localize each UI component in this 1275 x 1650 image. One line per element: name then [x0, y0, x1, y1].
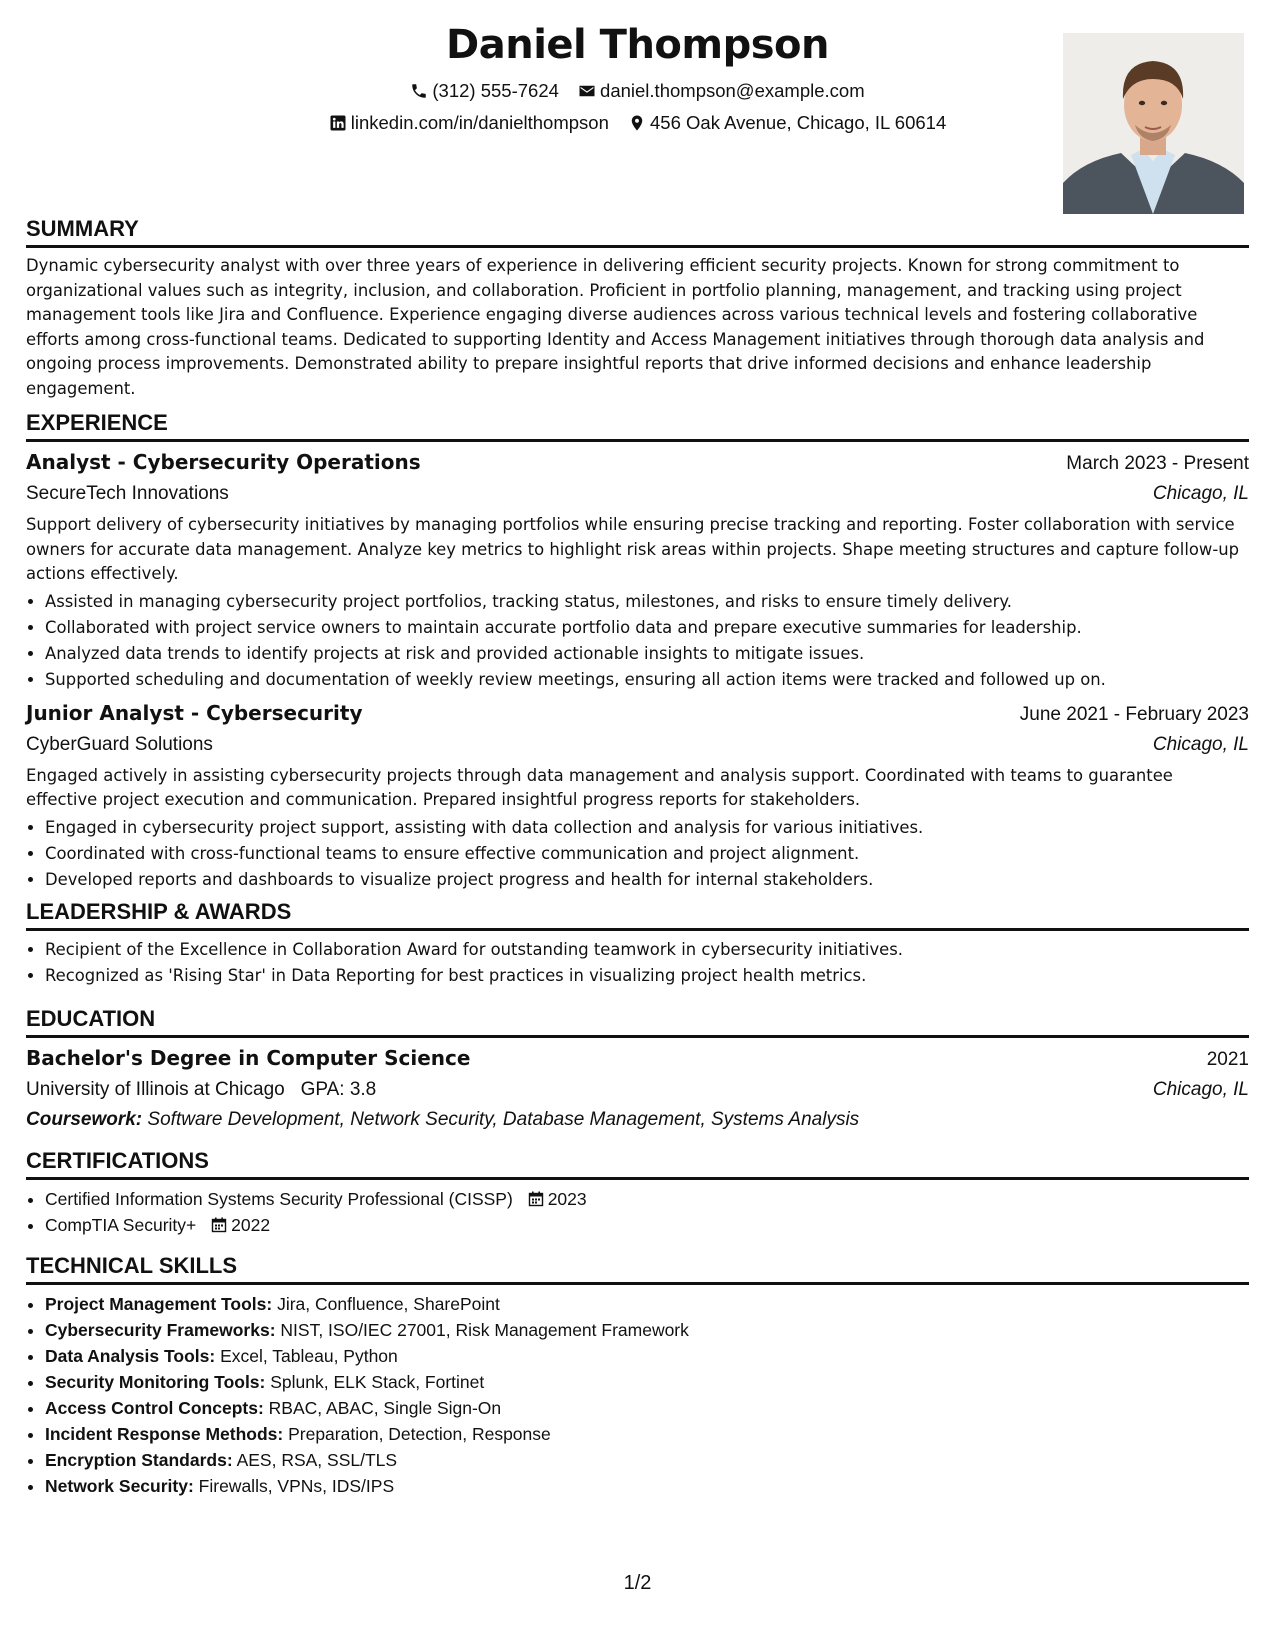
list-item: [45, 1395, 1249, 1421]
leadership-section: [26, 899, 1249, 989]
skill-label: Project Management Tools:: [45, 1294, 273, 1314]
school-info: [26, 1079, 376, 1101]
list-item: [45, 1291, 1249, 1317]
calendar-icon: [528, 1191, 544, 1207]
skill-label: Security Monitoring Tools:: [45, 1372, 266, 1392]
phone-text: (312) 555-7624: [432, 80, 559, 101]
cert-name: CompTIA Security+: [45, 1215, 197, 1235]
list-item: [45, 1421, 1249, 1447]
page-number: 1/2: [623, 1572, 652, 1594]
skill-value: Splunk, ELK Stack, Fortinet: [270, 1372, 485, 1392]
gpa-text: GPA: 3.8: [300, 1079, 377, 1100]
coursework-text: Software Development, Network Security, Database Management, Systems Analysis: [147, 1109, 860, 1130]
job-bullets: [26, 815, 1249, 893]
coursework-line: [26, 1109, 1249, 1131]
education-section: [26, 1006, 1249, 1131]
address-contact: [628, 112, 946, 134]
job-dates: June 2021 - February 2023: [1019, 703, 1249, 725]
resume-page: [26, 0, 1249, 1650]
job-title: Junior Analyst - Cybersecurity: [26, 700, 363, 725]
skills-section: [26, 1253, 1249, 1499]
profile-photo: [1063, 33, 1244, 214]
section-title: SUMMARY: [26, 216, 1249, 248]
job-entry: [26, 450, 1249, 693]
linkedin-icon: [329, 114, 347, 132]
email-text: daniel.thompson@example.com: [600, 80, 865, 101]
experience-section: [26, 410, 1249, 893]
degree-title: Bachelor's Degree in Computer Science: [26, 1046, 471, 1070]
phone-contact[interactable]: [410, 80, 559, 102]
calendar-icon: [211, 1217, 227, 1233]
coursework-label: Coursework:: [26, 1109, 143, 1130]
list-item: [45, 1343, 1249, 1369]
skill-value: Jira, Confluence, SharePoint: [277, 1294, 500, 1314]
list-item: [45, 1447, 1249, 1473]
map-pin-icon: [628, 114, 646, 132]
linkedin-contact[interactable]: [329, 112, 609, 134]
skill-label: Encryption Standards:: [45, 1450, 233, 1470]
list-item: [45, 1473, 1249, 1499]
cert-name: Certified Information Systems Security Professional (CISSP): [45, 1189, 513, 1209]
skill-label: Cybersecurity Frameworks:: [45, 1320, 276, 1340]
skill-label: Access Control Concepts:: [45, 1398, 264, 1418]
list-item: • Coordinated with cross-functional teams to ensure effective communication and project alignment.: [45, 841, 1249, 867]
company-name: SecureTech Innovations: [26, 483, 229, 504]
skill-value: Excel, Tableau, Python: [220, 1346, 398, 1366]
job-bullets: [26, 589, 1249, 693]
list-item: • Recognized as 'Rising Star' in Data Reporting for best practices in visualizing project health metrics.: [45, 963, 1249, 989]
awards-list: [26, 937, 1249, 989]
list-item: [45, 1369, 1249, 1395]
section-title: CERTIFICATIONS: [26, 1148, 1249, 1180]
section-title: TECHNICAL SKILLS: [26, 1253, 1249, 1285]
skill-label: Network Security:: [45, 1476, 194, 1496]
cert-year: 2022: [231, 1215, 271, 1235]
school-name: University of Illinois at Chicago: [26, 1079, 285, 1100]
address-text: 456 Oak Avenue, Chicago, IL 60614: [650, 112, 947, 133]
graduation-year: 2021: [1206, 1049, 1249, 1070]
section-title: LEADERSHIP & AWARDS: [26, 899, 1249, 931]
job-description: Engaged actively in assisting cybersecurity projects through data management and analysis support. Coordinated with teams to guarantee effective project execution and communication. Prepared insightful progress reports for stakeholders.: [26, 765, 1173, 809]
job-title: Analyst - Cybersecurity Operations: [26, 450, 421, 474]
list-item: [45, 1186, 1249, 1212]
list-item: • Supported scheduling and documentation of weekly review meetings, ensuring all action items were tracked and followed up on.: [45, 667, 1249, 693]
job-description: Support delivery of cybersecurity initiatives by managing portfolios while ensuring precise tracking and reporting. Foster collaboration with service owners for accurate data management. Analyze key metrics to highlight risk areas within projects. Shape meeting structures and capture follow-up actions effectively.: [26, 515, 1240, 583]
list-item: • Analyzed data trends to identify projects at risk and provided actionable insights to mitigate issues.: [45, 641, 1249, 667]
skill-label: Incident Response Methods:: [45, 1424, 284, 1444]
job-location: Chicago, IL: [1152, 733, 1249, 755]
job-entry: [26, 701, 1249, 893]
company-name: CyberGuard Solutions: [26, 733, 213, 755]
certifications-section: [26, 1148, 1249, 1238]
summary-text: Dynamic cybersecurity analyst with over three years of experience in delivering efficient security projects. Known for strong commitment to organizational values such as integrity, inclusion, and collaboration. Proficient in portfolio planning, management, and tracking using project management tools like Jira and Confluence. Experience engaging diverse audiences across various technical levels and fostering collaborative efforts among cross-functional teams. Dedicated to supporting Identity and Access Management initiatives through thorough data analysis and ongoing process improvements. Demonstrated ability to prepare insightful reports that drive informed decisions and enhance leadership engagement.: [26, 256, 1205, 398]
phone-icon: [410, 82, 428, 100]
section-title: EXPERIENCE: [26, 410, 1249, 442]
candidate-name: Daniel Thompson: [446, 22, 829, 68]
skill-value: NIST, ISO/IEC 27001, Risk Management Framework: [280, 1320, 689, 1340]
skills-list: [26, 1291, 1249, 1499]
certifications-list: [26, 1186, 1249, 1238]
envelope-icon: [578, 82, 596, 100]
email-contact[interactable]: [578, 80, 865, 102]
skill-label: Data Analysis Tools:: [45, 1346, 216, 1366]
list-item: [45, 1212, 1249, 1238]
skill-value: Firewalls, VPNs, IDS/IPS: [198, 1476, 395, 1496]
job-location: Chicago, IL: [1152, 483, 1249, 504]
list-item: • Collaborated with project service owners to maintain accurate portfolio data and prepare executive summaries for leadership.: [45, 615, 1249, 641]
skill-value: AES, RSA, SSL/TLS: [236, 1450, 398, 1470]
list-item: • Developed reports and dashboards to visualize project progress and health for internal stakeholders.: [45, 867, 1249, 893]
job-dates: March 2023 - Present: [1066, 453, 1249, 474]
school-location: Chicago, IL: [1152, 1079, 1249, 1100]
resume-header: [26, 22, 1249, 222]
list-item: • Engaged in cybersecurity project support, assisting with data collection and analysis for various initiatives.: [45, 815, 1249, 841]
summary-section: [26, 216, 1249, 401]
skill-value: RBAC, ABAC, Single Sign-On: [268, 1398, 502, 1418]
list-item: [45, 1317, 1249, 1343]
linkedin-text: linkedin.com/in/danielthompson: [350, 112, 609, 133]
list-item: • Recipient of the Excellence in Collaboration Award for outstanding teamwork in cybersecurity initiatives.: [45, 937, 1249, 963]
list-item: • Assisted in managing cybersecurity project portfolios, tracking status, milestones, and risks to ensure timely delivery.: [45, 589, 1249, 615]
skill-value: Preparation, Detection, Response: [288, 1424, 551, 1444]
cert-year: 2023: [547, 1189, 587, 1209]
section-title: EDUCATION: [26, 1006, 1249, 1038]
